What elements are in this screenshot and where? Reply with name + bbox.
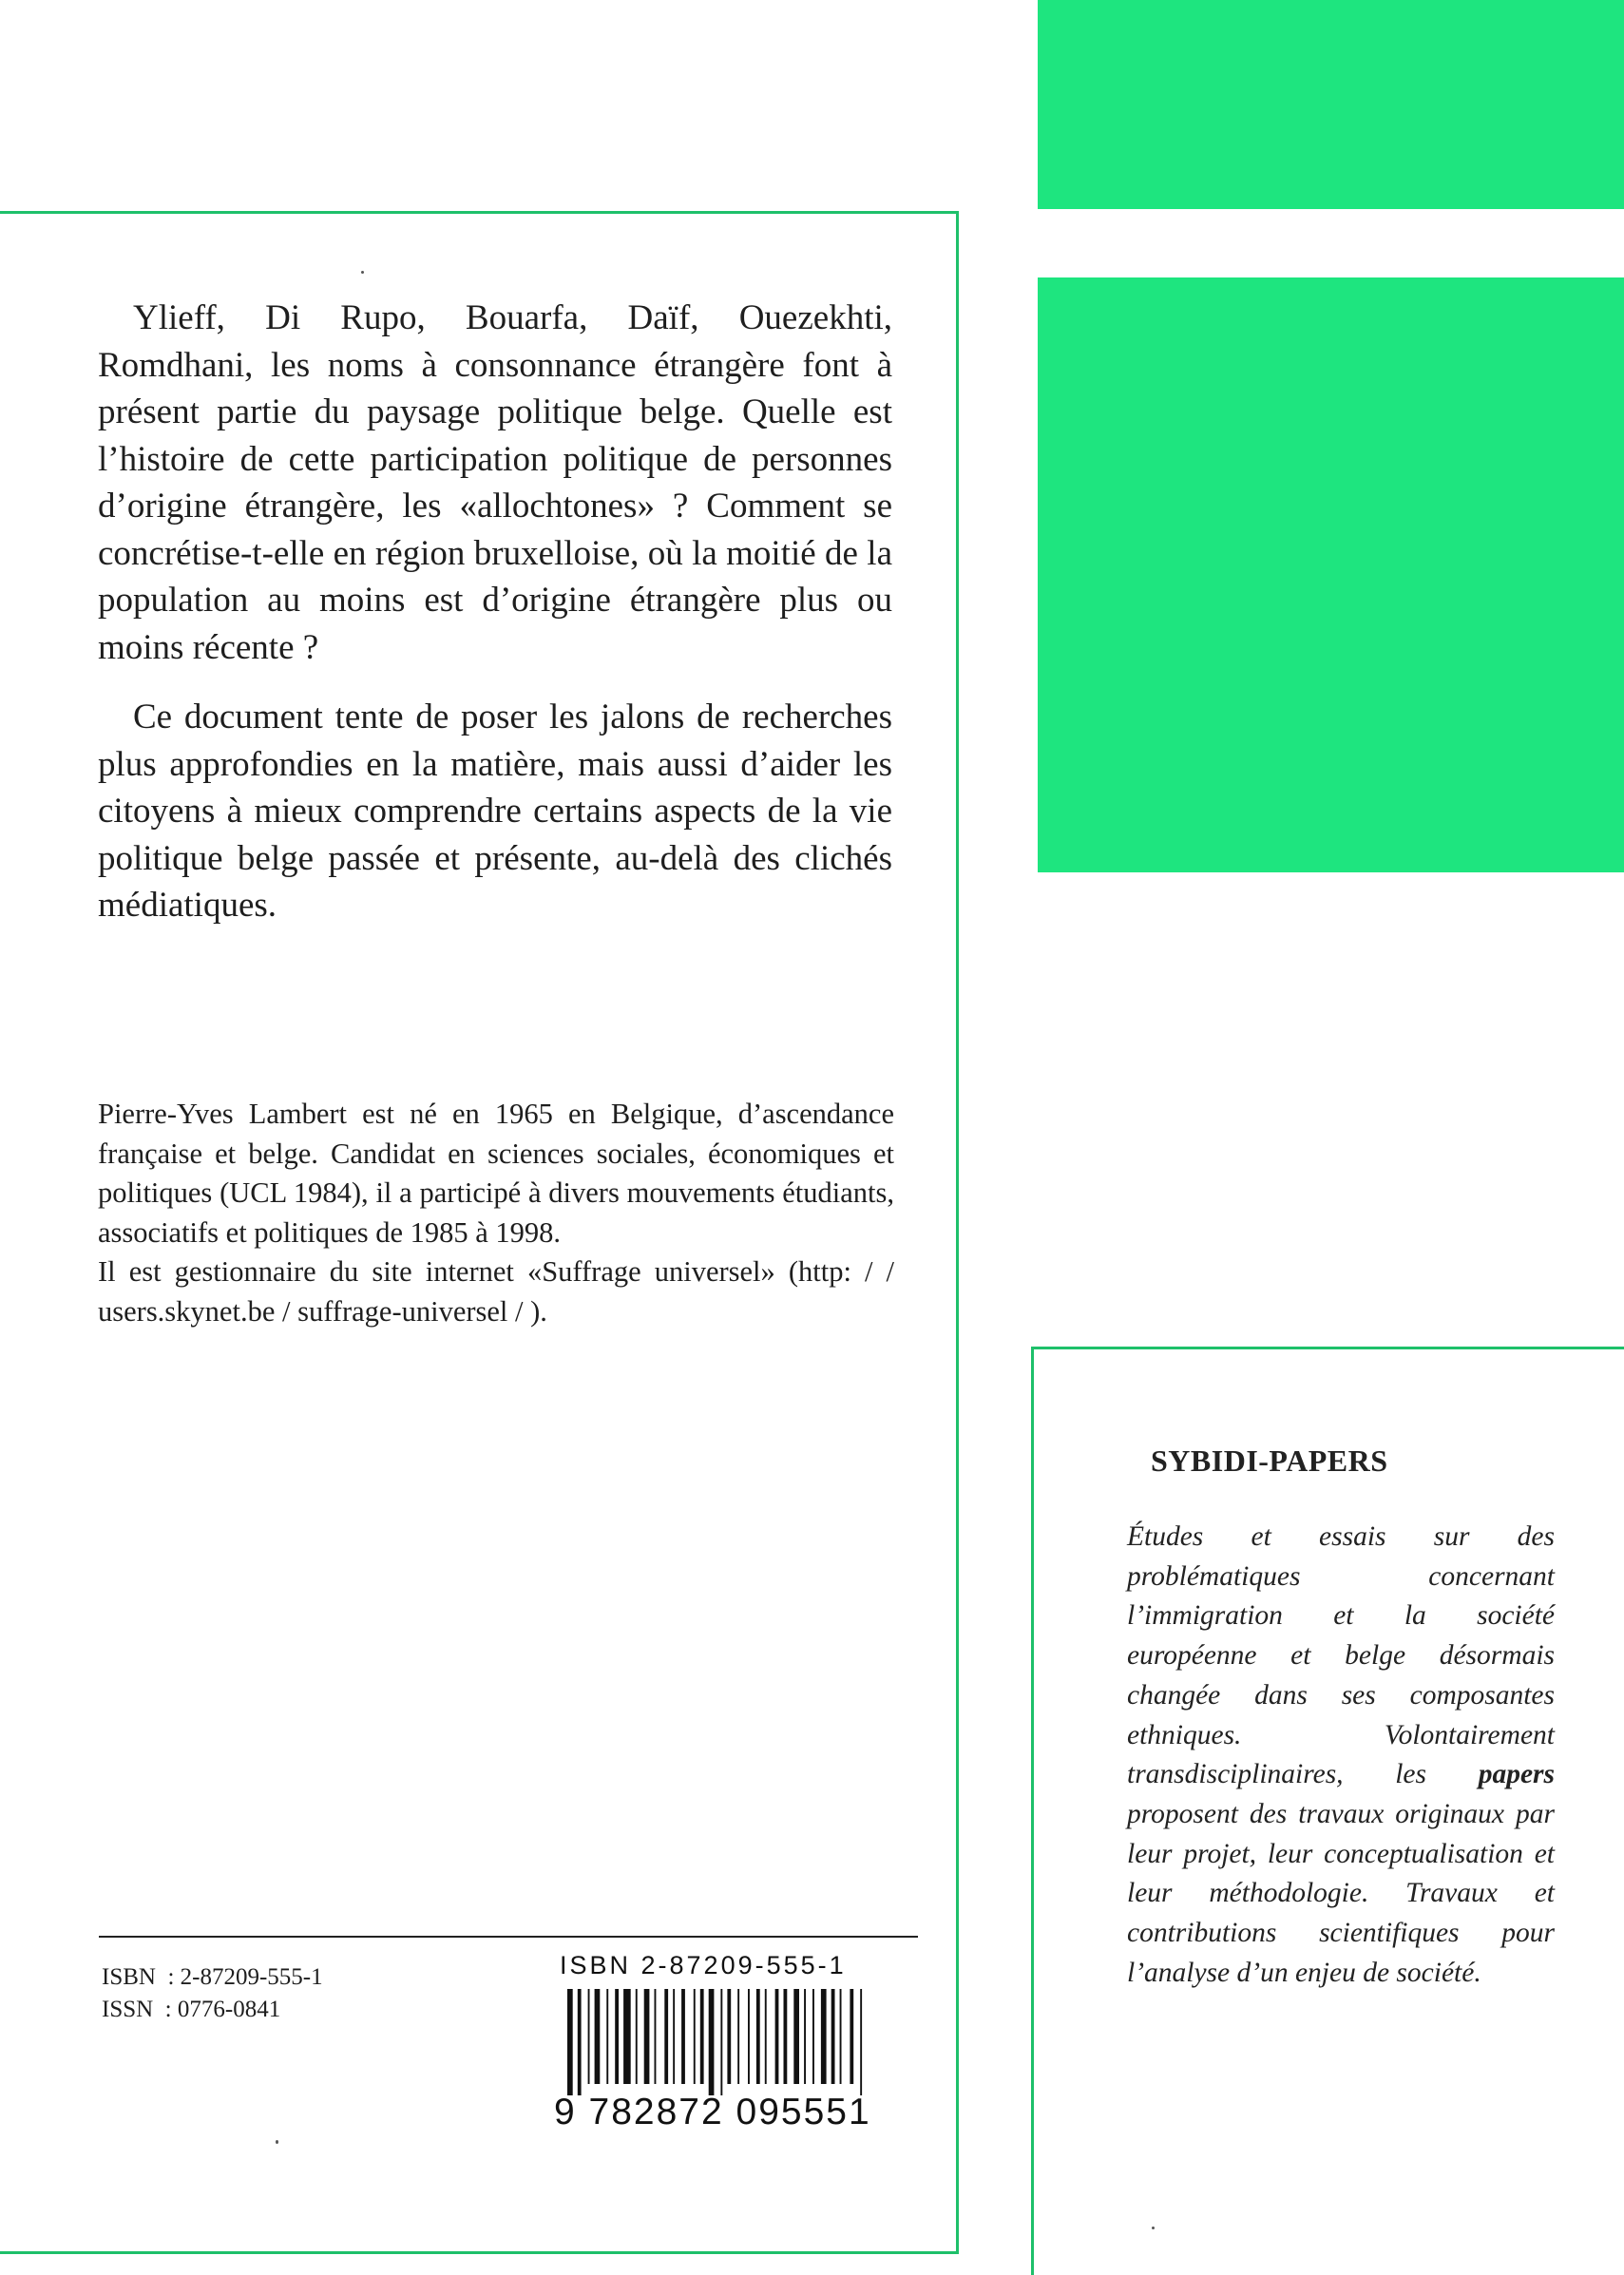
barcode-bar xyxy=(812,1989,814,2084)
barcode-bar xyxy=(831,1989,835,2084)
series-desc-part1: Études et essais sur des problématiques concernant l’immigration et la société européenne et belge désormais changée dans ses composantes ethniques. Volontairement transdisciplinaires, les xyxy=(1127,1521,1555,1790)
barcode-bar xyxy=(850,1989,853,2084)
barcode-isbn-title: ISBN 2-87209-555-1 xyxy=(560,1951,847,1979)
barcode-bar xyxy=(737,1989,739,2084)
barcode-bar xyxy=(606,1989,608,2084)
series-description xyxy=(1127,1518,1555,1993)
barcode-bar xyxy=(756,1989,760,2084)
barcode-bar xyxy=(623,1989,631,2084)
author-bio-text: Pierre-Yves Lambert est né en 1965 en Belgique, d’ascendance française et belge. Candidat en sciences sociales, économiques et politiques (UCL 1984), il a participé à divers mouvements étudiants, associatifs et politiques de 1985 à 1998. xyxy=(98,1098,894,1249)
barcode-bar xyxy=(784,1989,788,2084)
barcode-bar xyxy=(694,1989,696,2084)
barcode-bar xyxy=(793,1989,799,2084)
bottom-rule xyxy=(99,1936,918,1938)
intro-text xyxy=(98,295,892,929)
scan-speck xyxy=(1152,2227,1155,2229)
author-site-text: Il est gestionnaire du site internet «Suffrage universel» (http: / / users.skynet.be / suffrage-universel / ). xyxy=(98,1255,894,1328)
barcode-bar xyxy=(588,1989,590,2084)
barcode-bar xyxy=(567,1989,573,2095)
barcode-bar xyxy=(578,1989,582,2095)
barcode-bar xyxy=(664,1989,668,2084)
barcode-bar xyxy=(700,1989,704,2084)
barcode-bar xyxy=(673,1989,675,2084)
barcode-bar xyxy=(644,1989,650,2084)
isbn-line: ISBN : 2-87209-555-1 xyxy=(102,1964,323,1990)
barcode xyxy=(554,1951,919,2136)
series-desc-part2: proposent des travaux originaux par leur projet, leur conceptualisation et leur méthodologie. Travaux et contributions scientifiques pour l’analyse d’un enjeu de société. xyxy=(1127,1798,1555,1988)
barcode-bar xyxy=(720,1989,722,2095)
barcode-bar xyxy=(727,1989,731,2084)
intro-paragraph-2: Ce document tente de poser les jalons de recherches plus approfondies en la matière, mais aussi d’aider les citoyens à mieux comprendre certains aspects de la vie politique belge passée et présente, au-delà des clichés médiatiques. xyxy=(98,698,892,925)
barcode-bar xyxy=(595,1989,601,2084)
barcode-bar xyxy=(748,1989,750,2084)
barcode-bars xyxy=(554,1989,919,2095)
barcode-bar xyxy=(860,1989,862,2095)
barcode-bar xyxy=(709,1989,715,2095)
green-block-top xyxy=(1038,0,1624,209)
green-block-middle xyxy=(1038,277,1624,872)
barcode-bar xyxy=(681,1989,685,2084)
identifiers-block xyxy=(102,1961,323,2026)
author-bio xyxy=(98,1095,894,1331)
series-desc-bold: papers xyxy=(1478,1759,1555,1790)
barcode-bar xyxy=(840,1989,842,2084)
issn-line: ISSN : 0776-0841 xyxy=(102,1997,281,2022)
intro-paragraph-1: Ylieff, Di Rupo, Bouarfa, Daïf, Ouezekhti, Romdhani, les noms à consonnance étrangère font à présent partie du paysage politique belge. Quelle est l’histoire de cette participation politique de personnes d’origine étrangère, les «allochtones» ? Comment se concrétise-t-elle en région bruxelloise, où la moitié de la population au moins est d’origine étrangère plus ou moins récente ? xyxy=(98,298,892,667)
barcode-bar xyxy=(775,1989,779,2084)
barcode-bar xyxy=(765,1989,767,2084)
scan-speck xyxy=(276,2140,278,2144)
barcode-bar xyxy=(821,1989,827,2084)
barcode-digits: 9 782872 095551 xyxy=(554,2092,871,2132)
scan-speck xyxy=(361,271,364,274)
barcode-bar xyxy=(636,1989,638,2084)
barcode-bar xyxy=(655,1989,657,2084)
barcode-bar xyxy=(804,1989,806,2084)
barcode-bar xyxy=(615,1989,619,2084)
series-title: SYBIDI-PAPERS xyxy=(1151,1443,1388,1478)
